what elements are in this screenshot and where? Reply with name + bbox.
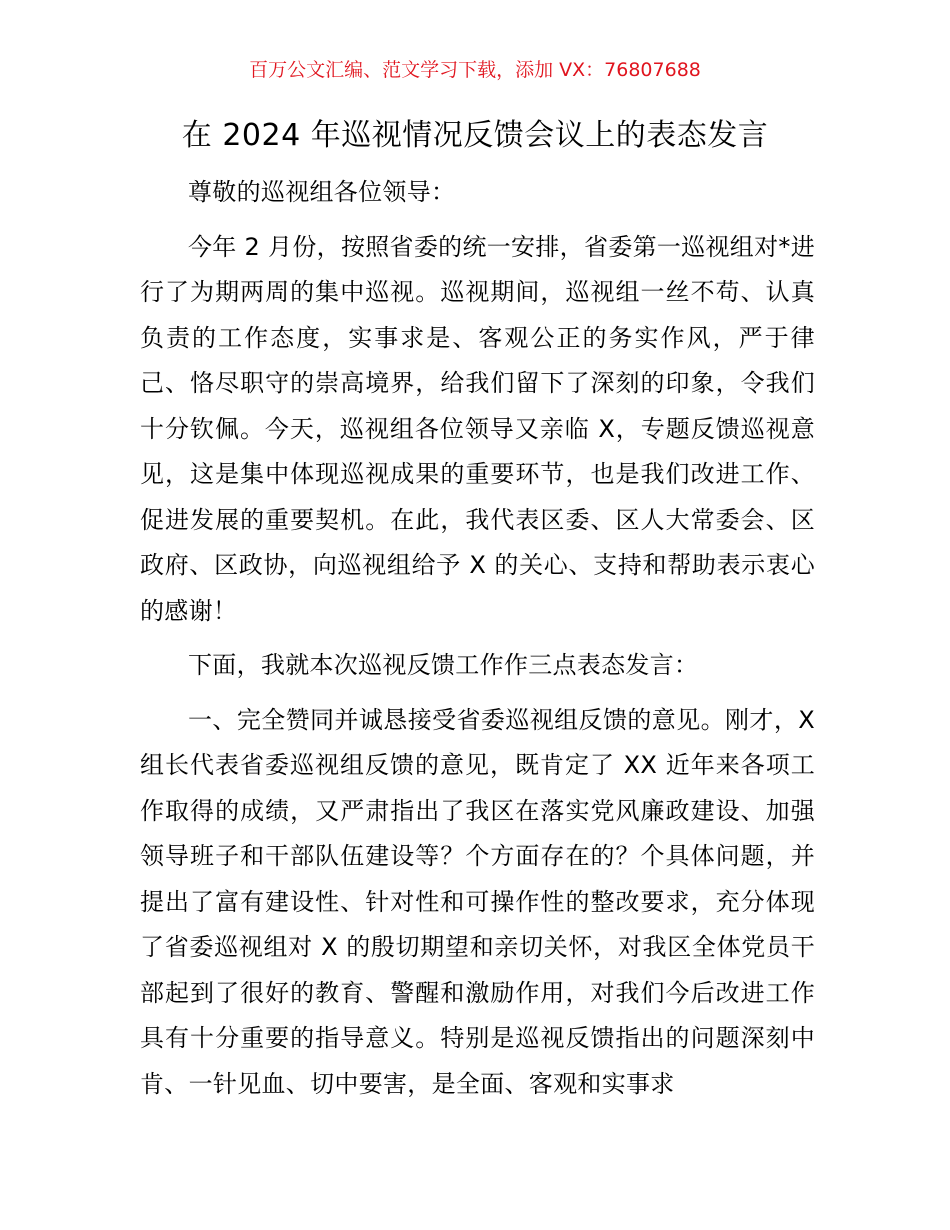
page-title: 在 2024 年巡视情况反馈会议上的表态发言: [181, 118, 769, 153]
paragraph: 一、完全赞同并诚恳接受省委巡视组反馈的意见。刚才，X 组长代表省委巡视组反馈的意见，既肯定了 XX 近年来各项工作取得的成绩，又严肃指出了我区在落实党风廉政建设、加强领导班子和干部队伍建设等？个方面存在的？个具体问题，并提出了富有建设性、针对性和可操作性的整改要求，充分体现了省委巡视组对 X 的殷切期望和亲切关怀，对我区全体党员干部起到了很好的教育、警醒和激励作用，对我们今后改进工作具有十分重要的指导意义。特别是巡视反馈指出的问题深刻中肯、一针见血、切中要害，是全面、客观和实事求: [140, 705, 815, 1098]
watermark-header: 百万公文汇编、范文学习下载，添加 VX：76807688: [249, 59, 701, 81]
salutation: 尊敬的巡视组各位领导：: [188, 178, 456, 206]
paragraph: 今年 2 月份，按照省委的统一安排，省委第一巡视组对*进行了为期两周的集中巡视。巡视期间，巡视组一丝不苟、认真负责的工作态度，实事求是、客观公正的务实作风，严于律己、恪尽职守的崇高境界，给我们留下了深刻的印象，令我们十分钦佩。今天，巡视组各位领导又亲临 X，专题反馈巡视意见，这是集中体现巡视成果的重要环节，也是我们改进工作、促进发展的重要契机。在此，我代表区委、区人大常委会、区政府、区政协，向巡视组给予 X 的关心、支持和帮助表示衷心的感谢！: [140, 232, 815, 625]
paragraph: 下面，我就本次巡视反馈工作作三点表态发言：: [188, 651, 699, 679]
document-body: [140, 170, 815, 1107]
